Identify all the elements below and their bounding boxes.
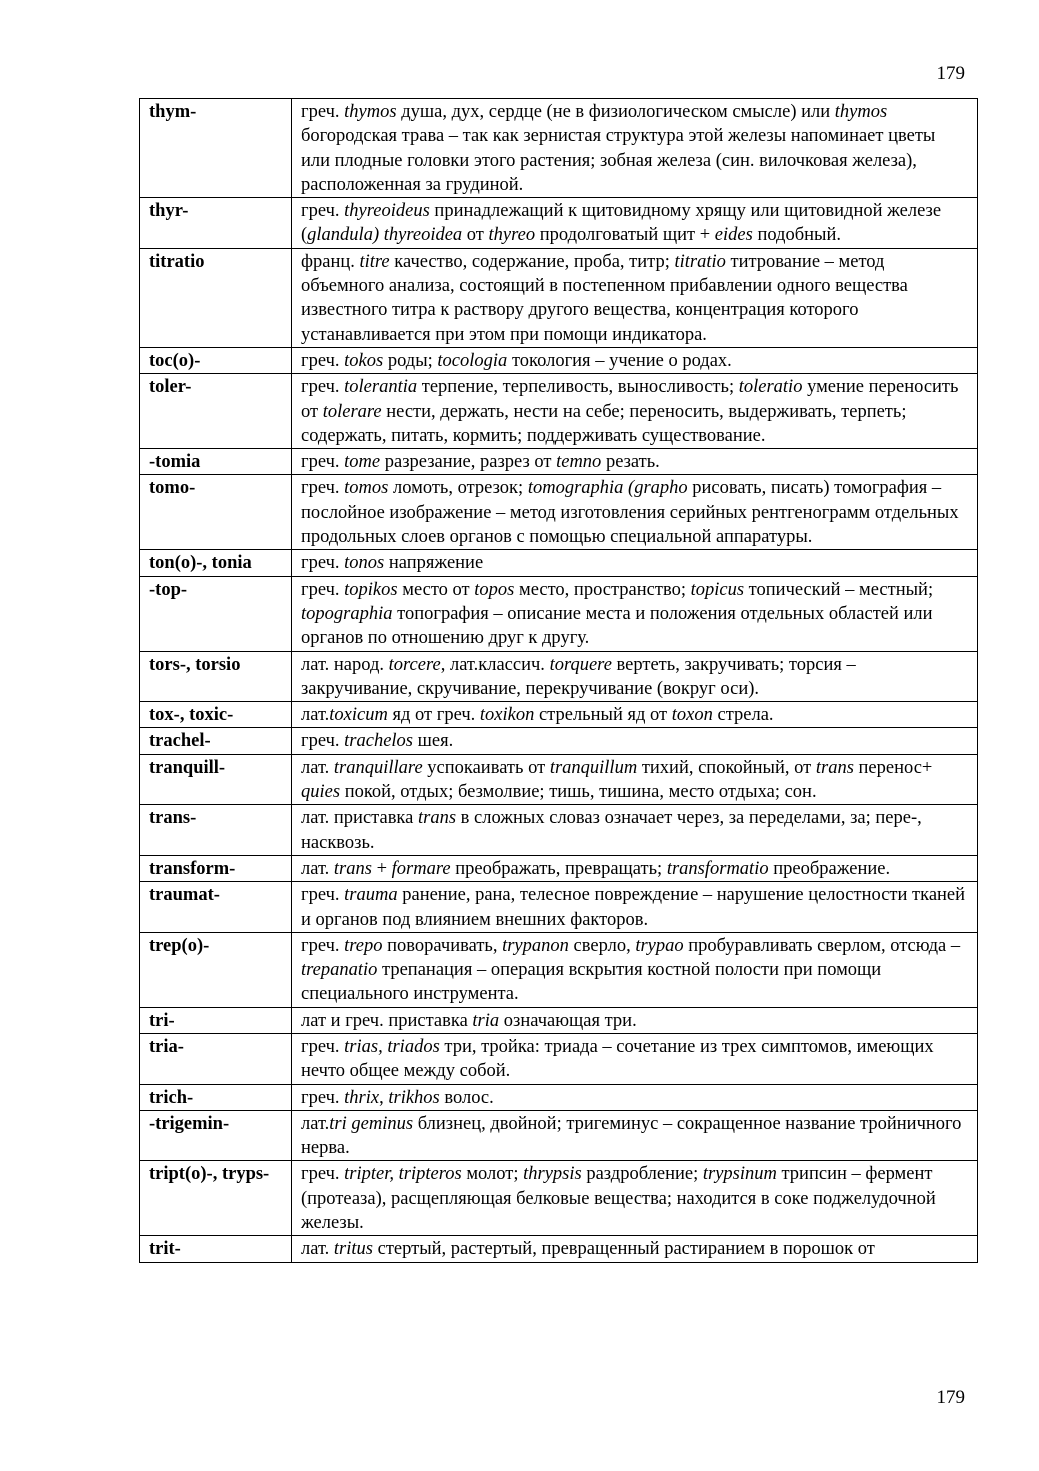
dictionary-row — [140, 347, 978, 373]
definition-italic-segment: torcere — [388, 654, 441, 675]
entry-definition — [292, 550, 978, 576]
definition-segment: греч. — [301, 102, 345, 122]
definition-segment: греч. — [301, 350, 345, 371]
dictionary-row — [140, 1161, 978, 1236]
definition-segment: трипсин – фермент (протеаза), расщепляющая белковые вещества; находится в соке поджелудочной железы. — [301, 1164, 936, 1234]
entry-term: -top- — [140, 576, 292, 651]
definition-italic-segment: trepanatio — [301, 960, 378, 981]
entry-definition — [292, 1033, 978, 1084]
definition-segment: , лат.классич. — [440, 654, 550, 675]
definition-italic-segment: tria — [472, 1010, 500, 1031]
definition-segment: титрование – метод объемного анализа, состоящий в постепенном прибавлении одного вещества известного титра к раствору другого вещества, концентрация которого устанавливается при этом при помощи индикатора. — [301, 251, 908, 345]
entry-term: trans- — [140, 805, 292, 856]
definition-italic-segment: temno — [556, 452, 602, 473]
definition-italic-segment: thymos — [344, 102, 397, 122]
definition-segment: , — [379, 1087, 389, 1108]
dictionary-row — [140, 728, 978, 754]
definition-segment: сверло, — [568, 935, 636, 956]
entry-term: trep(o)- — [140, 932, 292, 1007]
definition-segment: перенос+ — [853, 757, 933, 778]
definition-segment: успокаивать от — [422, 757, 550, 778]
entry-definition — [292, 347, 978, 373]
entry-definition — [292, 248, 978, 347]
definition-segment: вертеть, закручивать; торсия – закручивание, скручивание, перекручивание (вокруг оси). — [301, 654, 856, 699]
definition-segment: греч. — [301, 579, 345, 600]
definition-segment: ломоть, отрезок; — [388, 478, 528, 499]
entry-definition — [292, 932, 978, 1007]
definition-segment: душа, дух, сердце (не в физиологическом смысле) или — [396, 102, 835, 122]
entry-definition — [292, 1110, 978, 1161]
dictionary-row — [140, 651, 978, 702]
entry-definition — [292, 651, 978, 702]
definition-segment: греч. — [301, 377, 345, 398]
definition-segment: яд от греч. — [387, 705, 480, 726]
definition-segment: греч. — [301, 1087, 345, 1108]
definition-italic-segment: tomos — [344, 478, 389, 499]
definition-italic-segment: tripter, tripteros — [344, 1164, 462, 1185]
entry-term: tranquill- — [140, 754, 292, 805]
definition-segment: топография – описание места и положения отдельных областей или органов по отношению друг к другу. — [301, 603, 933, 649]
definition-italic-segment: tranquillum — [549, 757, 638, 778]
entry-definition — [292, 754, 978, 805]
definition-segment: стертый, растертый, превращенный растиранием в порошок от — [373, 1239, 875, 1260]
definition-italic-segment: tolerantia — [344, 377, 418, 398]
entry-definition — [292, 855, 978, 881]
definition-segment: покой, отдых; безмолвие; тишь, тишина, место отдыха; сон. — [340, 782, 817, 803]
definition-italic-segment: thyreoideus — [344, 201, 430, 222]
entry-term: trit- — [140, 1236, 292, 1262]
definition-segment: богородская трава – так как зернистая структура этой железы напоминает цветы или плодные головки этого растения; зобная железа (син. вилочковая железа), расположенная за грудиной. — [301, 126, 936, 195]
definition-segment: лат. — [301, 757, 334, 778]
entry-term: tria- — [140, 1033, 292, 1084]
definition-segment: рисовать, писать) томография – послойное изображение – метод изготовления серийных рентгенограмм отдельных продольных слоев органов с помощью специальной аппаратуры. — [301, 478, 959, 548]
entry-definition — [292, 702, 978, 728]
definition-segment: преображать, превращать; — [450, 858, 667, 879]
definition-segment: греч. — [301, 553, 345, 574]
definition-segment: три, тройка: триада – сочетание из трех симптомов, имеющих нечто общее между собой. — [301, 1036, 934, 1082]
definition-segment: греч. — [301, 201, 345, 222]
definition-italic-segment: tokos — [344, 350, 384, 371]
definition-italic-segment: trepo — [344, 935, 383, 956]
definition-italic-segment: toxicum — [329, 705, 388, 726]
dictionary-row — [140, 198, 978, 249]
entry-term: ton(o)-, tonia — [140, 550, 292, 576]
entry-definition — [292, 449, 978, 475]
definition-italic-segment: topos — [474, 579, 515, 600]
definition-segment: лат. приставка — [301, 808, 418, 829]
dictionary-row — [140, 1084, 978, 1110]
entry-definition — [292, 475, 978, 550]
page-number-bottom: 179 — [936, 1387, 965, 1408]
definition-italic-segment: topicus — [690, 579, 745, 600]
definition-italic-segment: toleratio — [738, 377, 803, 398]
definition-italic-segment: torquere — [549, 654, 612, 675]
definition-segment: терпение, терпеливость, выносливость; — [417, 377, 739, 398]
entry-definition — [292, 374, 978, 449]
definition-segment: двойной; тригеминус – сокращенное название тройничного нерва. — [301, 1113, 962, 1159]
dictionary-row — [140, 1110, 978, 1161]
definition-segment: топический – местный; — [744, 579, 934, 600]
definition-segment: резать. — [601, 452, 660, 473]
entry-term: titratio — [140, 248, 292, 347]
definition-segment: место от — [397, 579, 475, 600]
definition-segment: подобный. — [752, 225, 841, 246]
dictionary-row — [140, 754, 978, 805]
definition-segment: греч. — [301, 935, 345, 956]
definition-segment: поворачивать, — [382, 935, 503, 956]
definition-segment: токология – учение о родах. — [507, 350, 732, 371]
definition-italic-segment: quies — [301, 782, 341, 803]
definition-segment: трепанация – операция вскрытия костной полости при помощи специального инструмента. — [301, 960, 882, 1005]
definition-italic-segment: thrix — [344, 1087, 380, 1108]
entry-term: thyr- — [140, 198, 292, 249]
definition-segment: греч. — [301, 478, 345, 499]
entry-term: transform- — [140, 855, 292, 881]
definition-segment: греч. — [301, 885, 345, 906]
definition-segment: волос. — [439, 1087, 494, 1108]
definition-segment: в сложных словаз означает через, за переделами, за; пере-, насквозь. — [301, 808, 922, 853]
definition-italic-segment: trias, triados — [344, 1036, 440, 1057]
definition-italic-segment: thyreo — [488, 225, 536, 246]
definition-italic-segment: titre — [359, 251, 390, 272]
dictionary-row — [140, 99, 978, 198]
definition-italic-segment: topographia — [301, 603, 393, 624]
entry-term: traumat- — [140, 882, 292, 933]
definition-segment: стрельный яд от — [534, 705, 672, 726]
definition-italic-segment: trans — [417, 808, 457, 829]
entry-term: tript(o)-, tryps- — [140, 1161, 292, 1236]
definition-italic-segment: tolerare — [322, 401, 382, 422]
dictionary-row — [140, 248, 978, 347]
definition-segment: молот; — [461, 1164, 524, 1185]
definition-segment: шея. — [413, 731, 454, 752]
entry-definition — [292, 1084, 978, 1110]
definition-segment: тихий, спокойный, от — [637, 757, 816, 778]
dictionary-row — [140, 550, 978, 576]
definition-italic-segment: tocologia — [437, 350, 508, 371]
dictionary-row — [140, 702, 978, 728]
dictionary-row — [140, 449, 978, 475]
dictionary-table — [139, 98, 978, 1263]
entry-term: trachel- — [140, 728, 292, 754]
definition-segment: лат. народ. — [301, 654, 389, 675]
definition-italic-segment: trans — [815, 757, 854, 778]
entry-definition — [292, 882, 978, 933]
entry-term: toc(o)- — [140, 347, 292, 373]
definition-segment: пробуравливать сверлом, отсюда – — [683, 935, 961, 956]
entry-definition — [292, 99, 978, 198]
entry-term: tors-, torsio — [140, 651, 292, 702]
page-number-top: 179 — [936, 63, 965, 84]
definition-segment: лат. — [301, 1113, 330, 1134]
definition-italic-segment: tome — [344, 452, 381, 473]
dictionary-row — [140, 855, 978, 881]
dictionary-row — [140, 576, 978, 651]
dictionary-row — [140, 374, 978, 449]
entry-term: tomo- — [140, 475, 292, 550]
definition-segment: раздробление; — [581, 1164, 703, 1185]
definition-segment: франц. — [301, 251, 360, 272]
entry-term: tox-, toxic- — [140, 702, 292, 728]
entry-definition — [292, 1236, 978, 1262]
definition-segment: напряжение — [384, 553, 484, 574]
dictionary-row — [140, 932, 978, 1007]
definition-italic-segment: toxikon — [479, 705, 535, 726]
entry-definition — [292, 1161, 978, 1236]
definition-segment: лат. — [301, 1239, 334, 1260]
definition-italic-segment: thrypsis — [523, 1164, 582, 1185]
entry-definition — [292, 728, 978, 754]
definition-segment: означающая три. — [499, 1010, 637, 1031]
definition-italic-segment: titratio — [674, 251, 726, 272]
definition-italic-segment: trauma — [344, 885, 398, 906]
dictionary-row — [140, 1033, 978, 1084]
definition-italic-segment: tranquillare — [333, 757, 423, 778]
entry-definition — [292, 576, 978, 651]
definition-italic-segment: trypsinum — [702, 1164, 777, 1185]
definition-italic-segment: , — [481, 1113, 486, 1134]
definition-segment: преображение. — [768, 858, 891, 879]
definition-segment: лат. — [301, 858, 334, 879]
entry-term: -trigemin- — [140, 1110, 292, 1161]
definition-italic-segment: glandula) thyreoidea — [307, 225, 463, 246]
entry-term: -tomia — [140, 449, 292, 475]
entry-term: trich- — [140, 1084, 292, 1110]
definition-segment: принадлежащий к щитовидному хрящу или щитовидной железе ( — [301, 201, 942, 246]
entry-term: toler- — [140, 374, 292, 449]
entry-definition — [292, 198, 978, 249]
dictionary-row — [140, 1007, 978, 1033]
definition-italic-segment: tomographia (grapho — [527, 478, 688, 499]
definition-italic-segment: trachelos — [344, 731, 414, 752]
definition-segment: умение переносить от — [301, 377, 959, 422]
definition-segment: лат. — [301, 705, 330, 726]
definition-segment: греч. — [301, 731, 345, 752]
entry-definition — [292, 805, 978, 856]
definition-italic-segment: trans — [333, 858, 372, 879]
definition-segment: близнец — [413, 1113, 482, 1134]
definition-italic-segment: formare — [391, 858, 451, 879]
definition-segment: стрела. — [712, 705, 774, 726]
definition-italic-segment: trypanon — [502, 935, 569, 956]
dictionary-row — [140, 805, 978, 856]
dictionary-row — [140, 1236, 978, 1262]
definition-italic-segment: tonos — [344, 553, 385, 574]
definition-segment: лат и греч. приставка — [301, 1010, 473, 1031]
definition-segment: греч. — [301, 452, 345, 473]
entry-term: tri- — [140, 1007, 292, 1033]
definition-italic-segment: eides — [714, 225, 753, 246]
dictionary-row — [140, 882, 978, 933]
definition-segment: + — [371, 858, 392, 879]
dictionary-row — [140, 475, 978, 550]
definition-segment: греч. — [301, 1164, 345, 1185]
dictionary-body — [140, 99, 978, 1263]
definition-segment: качество, содержание, проба, титр; — [389, 251, 675, 272]
definition-segment: продолговатый щит + — [535, 225, 715, 246]
definition-italic-segment: toxon — [671, 705, 713, 726]
definition-segment: разрезание, разрез от — [380, 452, 557, 473]
definition-italic-segment: trypao — [635, 935, 684, 956]
definition-italic-segment: topikos — [344, 579, 398, 600]
definition-italic-segment: trikhos — [388, 1087, 440, 1108]
definition-segment: роды; — [383, 350, 438, 371]
definition-segment: от — [462, 225, 489, 246]
definition-italic-segment: thymos — [834, 102, 888, 122]
definition-segment: место, пространство; — [514, 579, 691, 600]
definition-italic-segment: tritus — [333, 1239, 373, 1260]
definition-italic-segment: tri geminus — [329, 1113, 414, 1134]
definition-segment: греч. — [301, 1036, 345, 1057]
entry-definition — [292, 1007, 978, 1033]
definition-italic-segment: transformatio — [666, 858, 769, 879]
entry-term: thym- — [140, 99, 292, 198]
definition-segment: нести, держать, нести на себе; переносить, выдерживать, терпеть; содержать, питать, кормить; поддерживать существование. — [301, 401, 907, 446]
definition-segment: ранение, рана, телесное повреждение – нарушение целостности тканей и органов под влиянием внешних факторов. — [301, 885, 966, 930]
